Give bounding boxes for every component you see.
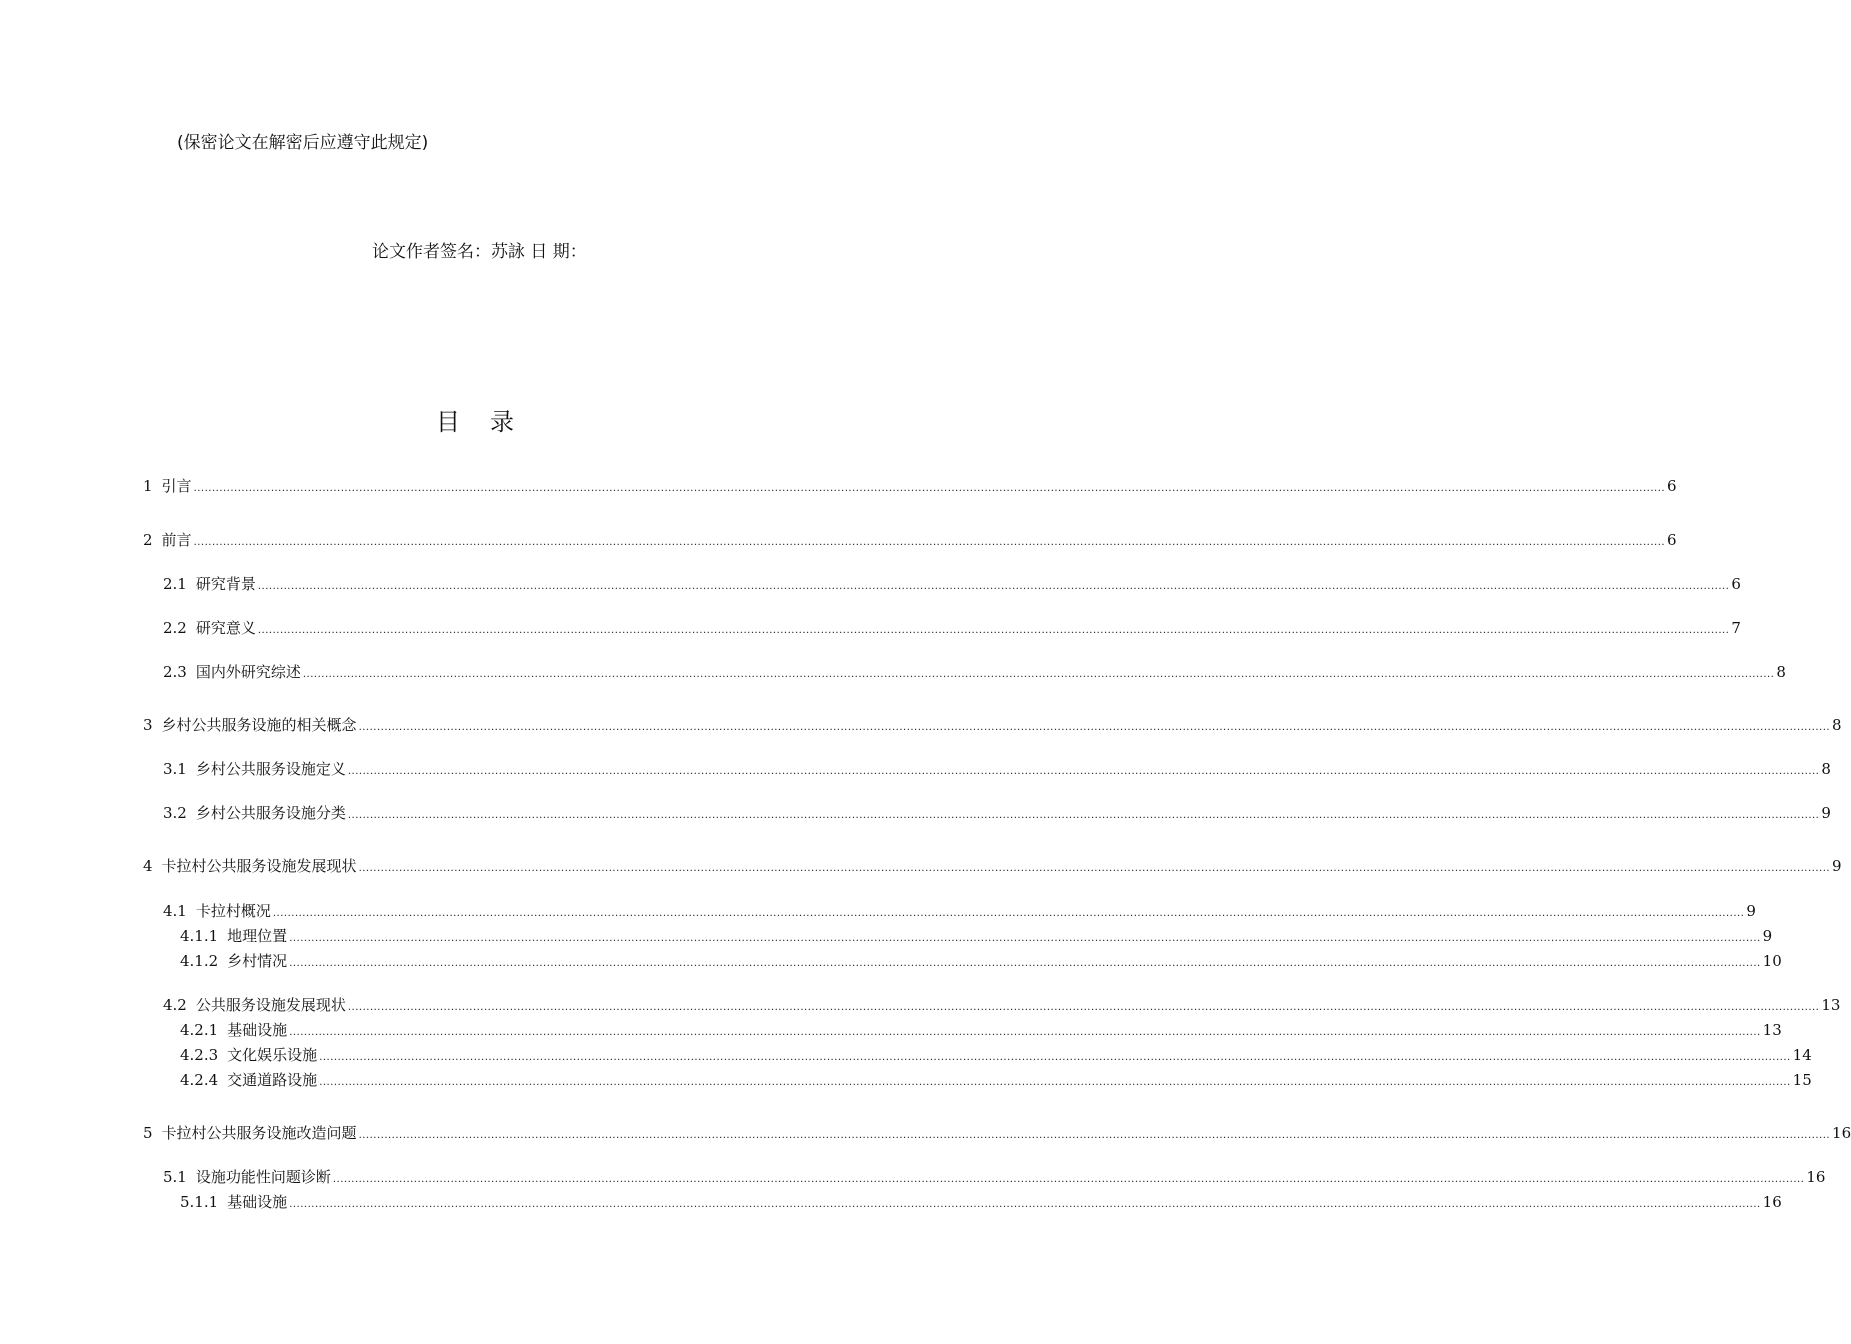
toc-title: 目录 bbox=[436, 408, 544, 436]
toc-entry-number: 3.1 bbox=[163, 760, 187, 778]
toc-entry[interactable] bbox=[180, 1019, 1782, 1041]
toc-entry-page: 13 bbox=[1821, 996, 1841, 1014]
toc-entry[interactable] bbox=[180, 950, 1782, 972]
toc-entry-page: 8 bbox=[1821, 760, 1831, 778]
toc-entry-number: 4.1.2 bbox=[180, 952, 219, 970]
toc-entry-title: 卡拉村概况 bbox=[195, 902, 271, 920]
toc-dot-leader: ................................................................................................................................................................................................................................................................................................................................................................................................................ bbox=[358, 722, 1831, 733]
toc-entry-title: 研究意义 bbox=[195, 619, 256, 637]
toc-dot-leader: ................................................................................................................................................................................................................................................................................................................................................................................................................ bbox=[193, 537, 1666, 548]
toc-entry[interactable] bbox=[163, 900, 1756, 922]
toc-entry-page: 10 bbox=[1762, 952, 1782, 970]
toc-dot-leader: ................................................................................................................................................................................................................................................................................................................................................................................................................ bbox=[358, 1130, 1831, 1141]
toc-entry-number: 3.2 bbox=[163, 804, 187, 822]
toc-entry[interactable] bbox=[163, 661, 1786, 683]
toc-dot-leader: ................................................................................................................................................................................................................................................................................................................................................................................................................ bbox=[319, 1052, 1791, 1063]
toc-dot-leader: ................................................................................................................................................................................................................................................................................................................................................................................................................ bbox=[289, 933, 1761, 944]
toc-entry-number: 4.2.4 bbox=[180, 1071, 219, 1089]
toc-entry-page: 6 bbox=[1667, 531, 1677, 549]
toc-entry-title: 研究背景 bbox=[195, 575, 256, 593]
toc-entry-title: 公共服务设施发展现状 bbox=[195, 996, 346, 1014]
toc-dot-leader: ................................................................................................................................................................................................................................................................................................................................................................................................................ bbox=[289, 958, 1761, 969]
toc-entry[interactable] bbox=[180, 1191, 1782, 1213]
toc-entry-page: 13 bbox=[1762, 1021, 1782, 1039]
confidentiality-note: (保密论文在解密后应遵守此规定) bbox=[177, 133, 429, 153]
toc-entry-page: 6 bbox=[1667, 477, 1677, 495]
toc-entry-number: 4.1 bbox=[163, 902, 187, 920]
toc-entry-number: 3 bbox=[143, 716, 153, 734]
toc-entry[interactable] bbox=[163, 802, 1831, 824]
toc-dot-leader: ................................................................................................................................................................................................................................................................................................................................................................................................................ bbox=[289, 1199, 1761, 1210]
toc-entry-title: 引言 bbox=[161, 477, 192, 495]
toc-entry-number: 4.2.3 bbox=[180, 1046, 219, 1064]
toc-dot-leader: ................................................................................................................................................................................................................................................................................................................................................................................................................ bbox=[193, 483, 1666, 494]
toc-entry[interactable] bbox=[163, 994, 1841, 1016]
toc-entry-number: 1 bbox=[143, 477, 153, 495]
toc-entry-page: 8 bbox=[1776, 663, 1786, 681]
toc-entry-title: 乡村情况 bbox=[227, 952, 288, 970]
toc-entry[interactable] bbox=[143, 529, 1677, 551]
toc-entry-title: 乡村公共服务设施分类 bbox=[195, 804, 346, 822]
toc-entry-number: 5 bbox=[143, 1124, 153, 1142]
toc-dot-leader: ................................................................................................................................................................................................................................................................................................................................................................................................................ bbox=[319, 1077, 1791, 1088]
toc-entry-page: 6 bbox=[1731, 575, 1741, 593]
toc-entry-number: 5.1.1 bbox=[180, 1193, 219, 1211]
toc-entry-title: 地理位置 bbox=[227, 927, 288, 945]
author-signature-line: 论文作者签名：苏詠 日 期： bbox=[372, 242, 587, 262]
toc-entry[interactable] bbox=[143, 855, 1842, 877]
toc-entry-page: 14 bbox=[1792, 1046, 1812, 1064]
toc-entry[interactable] bbox=[163, 1166, 1826, 1188]
toc-entry-page: 16 bbox=[1832, 1124, 1851, 1142]
toc-dot-leader: ................................................................................................................................................................................................................................................................................................................................................................................................................ bbox=[347, 810, 1820, 821]
toc-entry-title: 乡村公共服务设施的相关概念 bbox=[161, 716, 357, 734]
toc-entry-number: 2 bbox=[143, 531, 153, 549]
toc-entry-page: 9 bbox=[1832, 857, 1842, 875]
toc-entry-title: 设施功能性问题诊断 bbox=[195, 1168, 331, 1186]
toc-entry-number: 2.3 bbox=[163, 663, 187, 681]
toc-dot-leader: ................................................................................................................................................................................................................................................................................................................................................................................................................ bbox=[272, 908, 1745, 919]
toc-entry-page: 8 bbox=[1832, 716, 1842, 734]
toc-entry[interactable] bbox=[163, 573, 1741, 595]
toc-entry-number: 4.1.1 bbox=[180, 927, 219, 945]
toc-entry[interactable] bbox=[180, 1069, 1812, 1091]
toc-entry-title: 交通道路设施 bbox=[227, 1071, 318, 1089]
toc-entry-number: 4.2.1 bbox=[180, 1021, 219, 1039]
toc-entry-number: 4 bbox=[143, 857, 153, 875]
toc-entry-title: 基础设施 bbox=[227, 1021, 288, 1039]
toc-entry-page: 9 bbox=[1762, 927, 1773, 945]
toc-entry[interactable] bbox=[163, 758, 1831, 780]
toc-entry-title: 基础设施 bbox=[227, 1193, 288, 1211]
toc-entry-page: 7 bbox=[1731, 619, 1741, 637]
toc-entry-title: 国内外研究综述 bbox=[195, 663, 301, 681]
toc-entry-title: 卡拉村公共服务设施改造问题 bbox=[161, 1124, 357, 1142]
toc-entry-page: 9 bbox=[1821, 804, 1831, 822]
toc-entry-page: 9 bbox=[1746, 902, 1756, 920]
toc-entry-number: 2.1 bbox=[163, 575, 187, 593]
toc-entry-page: 16 bbox=[1762, 1193, 1782, 1211]
toc-entry[interactable] bbox=[180, 1044, 1812, 1066]
toc-dot-leader: ................................................................................................................................................................................................................................................................................................................................................................................................................ bbox=[289, 1027, 1761, 1038]
toc-dot-leader: ................................................................................................................................................................................................................................................................................................................................................................................................................ bbox=[332, 1174, 1805, 1185]
toc-dot-leader: ................................................................................................................................................................................................................................................................................................................................................................................................................ bbox=[347, 1002, 1820, 1013]
toc-entry-title: 乡村公共服务设施定义 bbox=[195, 760, 346, 778]
toc-dot-leader: ................................................................................................................................................................................................................................................................................................................................................................................................................ bbox=[257, 625, 1730, 636]
toc-entry-title: 文化娱乐设施 bbox=[227, 1046, 318, 1064]
toc-entry-number: 4.2 bbox=[163, 996, 187, 1014]
toc-entry[interactable] bbox=[163, 617, 1741, 639]
toc-entry[interactable] bbox=[180, 925, 1773, 947]
toc-entry-page: 16 bbox=[1806, 1168, 1826, 1186]
toc-entry[interactable] bbox=[143, 1122, 1851, 1144]
toc-dot-leader: ................................................................................................................................................................................................................................................................................................................................................................................................................ bbox=[302, 669, 1775, 680]
toc-entry[interactable] bbox=[143, 475, 1677, 497]
toc-dot-leader: ................................................................................................................................................................................................................................................................................................................................................................................................................ bbox=[347, 766, 1820, 777]
toc-entry[interactable] bbox=[143, 714, 1842, 736]
toc-entry-number: 2.2 bbox=[163, 619, 187, 637]
toc-dot-leader: ................................................................................................................................................................................................................................................................................................................................................................................................................ bbox=[358, 863, 1831, 874]
toc-dot-leader: ................................................................................................................................................................................................................................................................................................................................................................................................................ bbox=[257, 581, 1730, 592]
toc-entry-title: 卡拉村公共服务设施发展现状 bbox=[161, 857, 357, 875]
toc-entry-title: 前言 bbox=[161, 531, 192, 549]
toc-entry-page: 15 bbox=[1792, 1071, 1812, 1089]
toc-entry-number: 5.1 bbox=[163, 1168, 187, 1186]
